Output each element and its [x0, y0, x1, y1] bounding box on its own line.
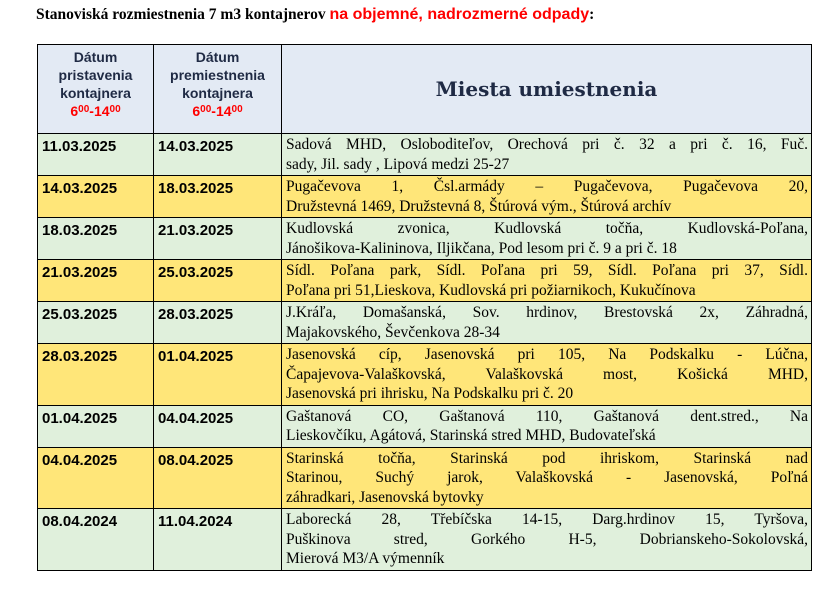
- table-body: [38, 134, 812, 571]
- location-line: Gaštanová CO, Gaštanová 110, Gaštanová dent.stred., Na: [286, 407, 808, 425]
- table-row: [38, 405, 812, 447]
- locations-cell: [282, 260, 812, 302]
- relocation-date: 08.04.2025: [154, 447, 282, 509]
- table-row: [38, 447, 812, 509]
- location-line: Jasenovská pri ihrisku, Na Podskalku pri č. 20: [286, 385, 574, 402]
- location-line: Lieskovčíku, Agátová, Starinská stred MHD, Budovateľská: [286, 427, 656, 444]
- header-placement-date: Dátum pristavenia kontajnera $6^{00}-14^{00}$: [38, 45, 154, 134]
- location-line: Mierová M3/A výmenník: [286, 550, 445, 567]
- header-locations: Miesta umiestnenia: [282, 45, 812, 134]
- document-title: [36, 6, 594, 24]
- relocation-date: 18.03.2025: [154, 176, 282, 218]
- placement-date: 14.03.2025: [38, 176, 154, 218]
- table-row: [38, 176, 812, 218]
- header-time-range: $6^{00}-14^{00}$: [70, 103, 121, 119]
- relocation-date: 11.04.2024: [154, 509, 282, 571]
- title-prefix: Stanoviská rozmiestnenia 7 m3 kontajnerov: [36, 6, 330, 23]
- locations-cell: [282, 176, 812, 218]
- location-line: Poľana pri 51,Lieskova, Kudlovská pri požiarnikoch, Kukučínova: [286, 281, 696, 299]
- location-line: J.Kráľa, Domašanská, Sov. hrdinov, Brestovská 2x, Záhradná,: [286, 304, 808, 321]
- relocation-date: 21.03.2025: [154, 218, 282, 260]
- header-time-range: $6^{00}-14^{00}$: [192, 103, 243, 119]
- placement-date: 01.04.2025: [38, 405, 154, 447]
- table-header-row: [38, 45, 812, 134]
- locations-cell: [282, 405, 812, 447]
- header-relocation-date: Dátum premiestnenia kontajnera $6^{00}-14^{00}$: [154, 45, 282, 134]
- placement-date: 04.04.2025: [38, 447, 154, 509]
- placement-date: 08.04.2024: [38, 509, 154, 571]
- placement-date: 18.03.2025: [38, 218, 154, 260]
- location-line: Jasenovská cíp, Jasenovská pri 105, Na Podskalku - Lúčna,: [286, 346, 808, 363]
- location-line: Sadová MHD, Osloboditeľov, Orechová pri č. 32 a pri č. 16, Fuč.: [286, 136, 808, 153]
- location-line: Družstevná 1469, Družstevná 8, Štúrová vým., Štúrová archív: [286, 197, 672, 215]
- locations-cell: [282, 134, 812, 176]
- table-row: [38, 344, 812, 406]
- relocation-date: 04.04.2025: [154, 405, 282, 447]
- location-line: záhradkari, Jasenovská bytovky: [286, 488, 484, 506]
- location-line: Starinská točňa, Starinská pod ihriskom, Starinská nad: [286, 449, 808, 467]
- location-line: sady, Jil. sady , Lipová medzi 25-27: [286, 155, 510, 173]
- locations-cell: [282, 344, 812, 406]
- location-line: Majakovského, Ševčenkova 28-34: [286, 323, 500, 341]
- table-row: [38, 260, 812, 302]
- table-row: [38, 218, 812, 260]
- relocation-date: 01.04.2025: [154, 344, 282, 406]
- table-row: [38, 134, 812, 176]
- location-line: Jánošikova-Kalininova, Iljikčana, Pod lesom pri č. 9 a pri č. 18: [286, 239, 677, 257]
- location-line: Starinou, Suchý jarok, Valaškovská - Jasenovská, Poľná: [286, 469, 808, 486]
- location-line: Kudlovská zvonica, Kudlovská točňa, Kudlovská-Poľana,: [286, 220, 808, 237]
- locations-cell: [282, 509, 812, 571]
- location-line: Laborecká 28, Třebíčska 14-15, Darg.hrdinov 15, Tyršova,: [286, 511, 808, 528]
- location-line: Puškinova stred, Gorkého H-5, Dobrianskeho-Sokolovská,: [286, 530, 808, 548]
- table-row: [38, 302, 812, 344]
- location-line: Čapajevova-Valaškovská, Valaškovská most, Košická MHD,: [286, 365, 808, 383]
- relocation-date: 14.03.2025: [154, 134, 282, 176]
- placement-date: 25.03.2025: [38, 302, 154, 344]
- locations-cell: [282, 218, 812, 260]
- container-schedule-table: [37, 44, 812, 571]
- placement-date: 11.03.2025: [38, 134, 154, 176]
- title-suffix: :: [589, 6, 595, 23]
- location-line: Pugačevova 1, Čsl.armády – Pugačevova, Pugačevova 20,: [286, 178, 808, 195]
- relocation-date: 25.03.2025: [154, 260, 282, 302]
- placement-date: 28.03.2025: [38, 344, 154, 406]
- locations-cell: [282, 447, 812, 509]
- title-highlight: na objemné, nadrozmerné odpady: [329, 6, 590, 23]
- placement-date: 21.03.2025: [38, 260, 154, 302]
- location-line: Sídl. Poľana park, Sídl. Poľana pri 59, Sídl. Poľana pri 37, Sídl.: [286, 262, 808, 279]
- table-row: [38, 509, 812, 571]
- relocation-date: 28.03.2025: [154, 302, 282, 344]
- locations-cell: [282, 302, 812, 344]
